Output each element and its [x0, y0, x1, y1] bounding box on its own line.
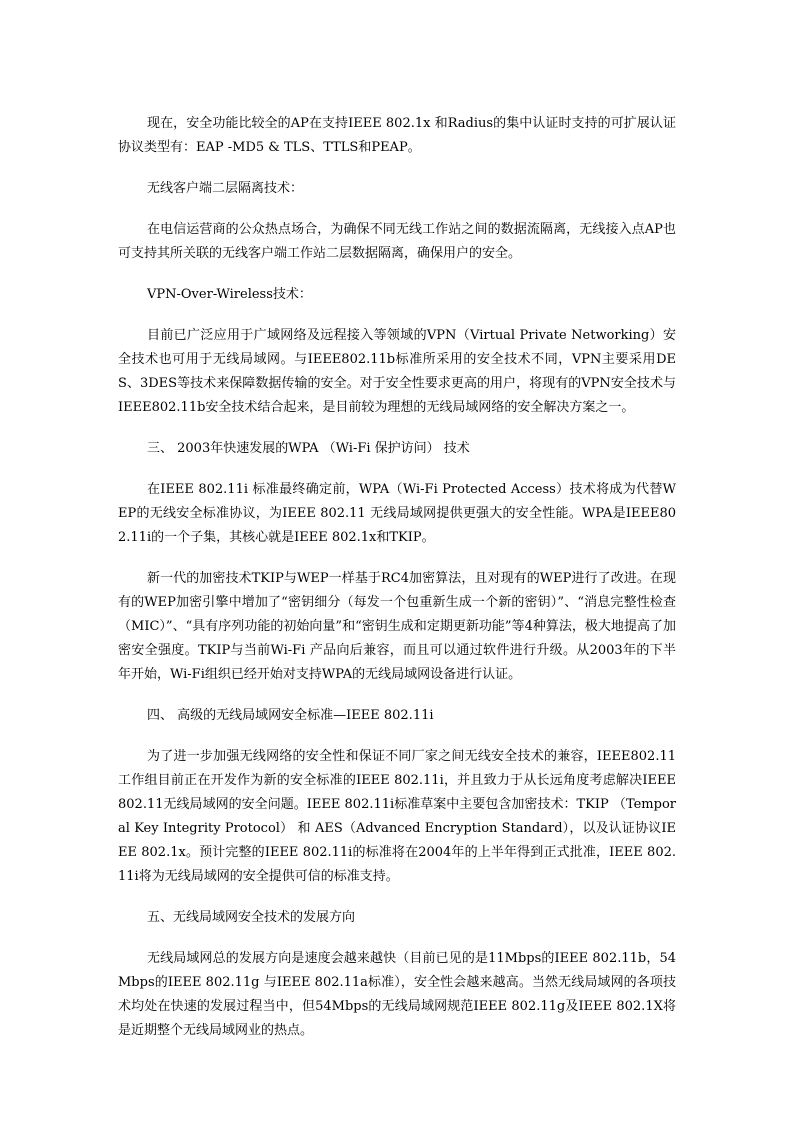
heading-vpn-over-wireless: VPN-Over-Wireless技术：: [147, 287, 312, 302]
heading-development-direction: 五、无线局域网安全技术的发展方向: [147, 910, 356, 925]
paragraph-client-isolation: 在电信运营商的公众热点场合，为确保不同无线工作站之间的数据流隔离，无线接入点AP也可支持其所关联的无线客户端工作站二层数据隔离，确保用户的安全。: [118, 222, 676, 261]
paragraph-development-direction: 无线局域网总的发展方向是速度会越来越快（目前已见的是11Mbps的IEEE 802.11b，54Mbps的IEEE 802.11g 与IEEE 802.11a标准），安全性会越来越高。当然无线局域网的各项技术均处在快速的发展过程当中，但54Mbps的无线局域网规范IEEE 802.11g及IEEE 802.1X将是近期整个无线局域网业的热点。: [118, 951, 676, 1038]
heading-client-isolation: 无线客户端二层隔离技术：: [147, 181, 304, 196]
paragraph-ap-auth-protocols: 现在，安全功能比较全的AP在支持IEEE 802.1x 和Radius的集中认证时支持的可扩展认证协议类型有：EAP -MD5 & TLS、TTLS和PEAP。: [118, 116, 676, 155]
document-page: [118, 112, 676, 1043]
heading-80211i: 四、 高级的无线局域网安全标准—IEEE 802.11i: [147, 708, 434, 723]
heading-wpa: 三、 2003年快速发展的WPA （Wi-Fi 保护访问） 技术: [147, 441, 470, 456]
paragraph-tkip: 新一代的加密技术TKIP与WEP一样基于RC4加密算法，且对现有的WEP进行了改进。在现有的WEP加密引擎中增加了“密钥细分（每发一个包重新生成一个新的密钥）”、“消息完整性检查（MIC）”、“具有序列功能的初始向量”和“密钥生成和定期更新功能”等4种算法，极大地提高了加密安全强度。TKIP与当前Wi-Fi 产品向后兼容，而且可以通过软件进行升级。从2003年的下半年开始，Wi-Fi组织已经开始对支持WPA的无线局域网设备进行认证。: [118, 571, 676, 682]
paragraph-80211i: 为了进一步加强无线网络的安全性和保证不同厂家之间无线安全技术的兼容，IEEE802.11工作组目前正在开发作为新的安全标准的IEEE 802.11i，并且致力于从长远角度考虑解决IEEE 802.11无线局域网的安全问题。IEEE 802.11i标准草案中主要包含加密技术：TKIP （Temporal Key Integrity Protocol） 和 AES（Advanced Encryption Standard），以及认证协议IEEE 802.1x。预计完整的IEEE 802.11i的标准将在2004年的上半年得到正式批准，IEEE 802.11i将为无线局域网的安全提供可信的标准支持。: [118, 749, 676, 884]
paragraph-vpn: 目前已广泛应用于广域网络及远程接入等领域的VPN（Virtual Private Networking）安全技术也可用于无线局域网。与IEEE802.11b标准所采用的安全技术不同，VPN主要采用DES、3DES等技术来保障数据传输的安全。对于安全性要求更高的用户，将现有的VPN安全技术与IEEE802.11b安全技术结合起来，是目前较为理想的无线局域网络的安全解决方案之一。: [118, 328, 676, 415]
paragraph-wpa-intro: 在IEEE 802.11i 标准最终确定前，WPA（Wi-Fi Protected Access）技术将成为代替WEP的无线安全标准协议，为IEEE 802.11 无线局域网提供更强大的安全性能。WPA是IEEE802.11i的一个子集，其核心就是IEEE 802.1x和TKIP。: [118, 482, 676, 545]
